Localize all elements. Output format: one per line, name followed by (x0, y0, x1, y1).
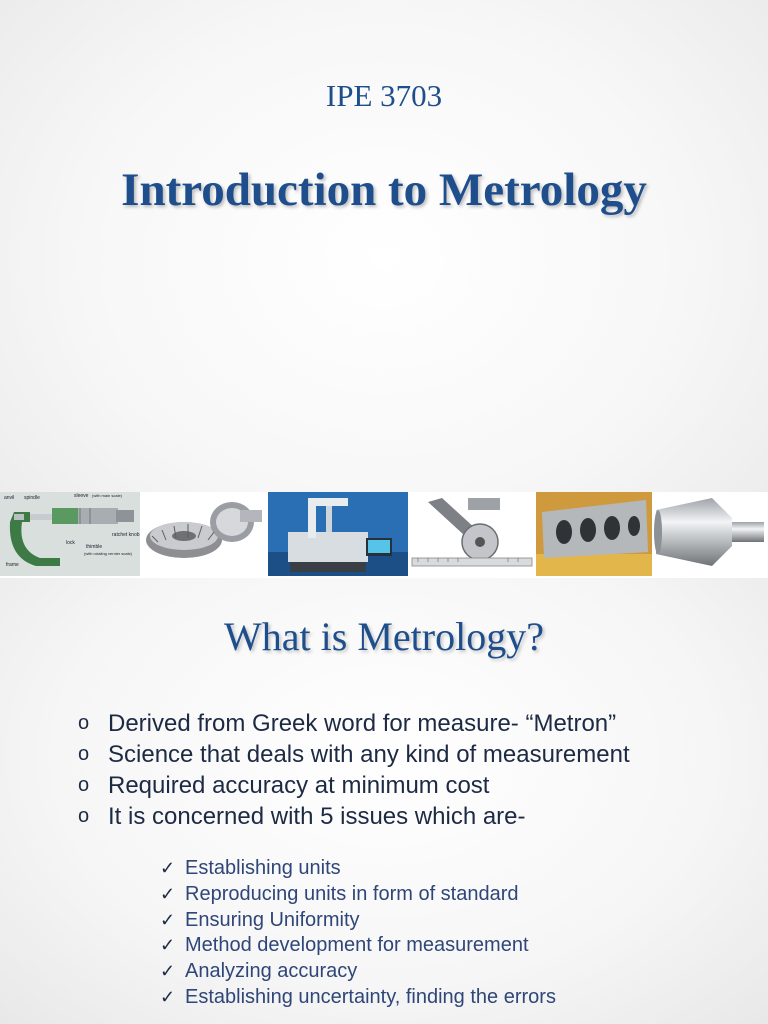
bullet-marker: o (78, 743, 90, 765)
sub-item-text: Establishing units (185, 857, 341, 879)
slide-title: Introduction to Metrology (121, 164, 647, 216)
checkmark-icon: ✓ (160, 883, 176, 904)
bullet-text: Derived from Greek word for measure- “Metron” (108, 710, 617, 737)
checkmark-icon: ✓ (160, 858, 176, 878)
label-lock: lock (66, 540, 75, 546)
taper-plug-gauge-photo (652, 492, 768, 576)
list-item (78, 801, 630, 832)
slide-title: What is Metrology? (224, 614, 544, 659)
list-item (160, 985, 556, 1011)
list-item (160, 882, 556, 908)
list-item (78, 708, 630, 739)
list-item (160, 856, 556, 882)
sub-item-text: Establishing uncertainty, finding the errors (185, 985, 556, 1008)
list-item (160, 908, 556, 934)
image-strip (0, 492, 768, 576)
sub-item-list (160, 856, 556, 1011)
list-item (160, 933, 556, 959)
label-anvil: anvil (4, 495, 15, 501)
bullet-marker: o (78, 774, 90, 796)
sub-item-text: Method development for measurement (185, 934, 529, 957)
label-thimble-note: (with rotating vernier scale) (84, 551, 133, 556)
label-sleeve-note: (with main scale) (92, 493, 123, 498)
bullet-list (78, 708, 630, 832)
bullet-text: Required accuracy at minimum cost (108, 772, 490, 799)
gauge-block-photo (536, 492, 652, 576)
label-sleeve: sleeve (74, 493, 89, 499)
content-slide (0, 578, 768, 1024)
micrometer-photo (0, 492, 140, 576)
list-item (78, 739, 630, 770)
bullet-text: It is concerned with 5 issues which are- (108, 803, 526, 830)
coordinate-measuring-machine-photo (268, 492, 408, 576)
course-code: IPE 3703 (325, 78, 443, 113)
label-thimble: thimble (86, 544, 103, 550)
label-ratchet-knob: ratchet knob (112, 532, 140, 538)
checkmark-icon: ✓ (160, 961, 176, 982)
bullet-marker: o (78, 805, 90, 827)
sub-item-text: Analyzing accuracy (185, 960, 358, 983)
checkmark-icon: ✓ (160, 935, 176, 956)
sub-item-text: Reproducing units in form of standard (185, 882, 519, 905)
list-item (160, 959, 556, 985)
sub-item-text: Ensuring Uniformity (185, 908, 360, 931)
bevel-protractor-photo (408, 492, 536, 576)
label-frame: frame (6, 562, 19, 568)
bullet-text: Science that deals with any kind of measurement (108, 741, 630, 768)
bevel-gears-photo (140, 492, 268, 576)
checkmark-icon: ✓ (160, 986, 176, 1007)
bullet-marker: o (78, 712, 90, 734)
checkmark-icon: ✓ (160, 909, 176, 930)
label-spindle: spindle (24, 495, 40, 501)
list-item (78, 770, 630, 801)
